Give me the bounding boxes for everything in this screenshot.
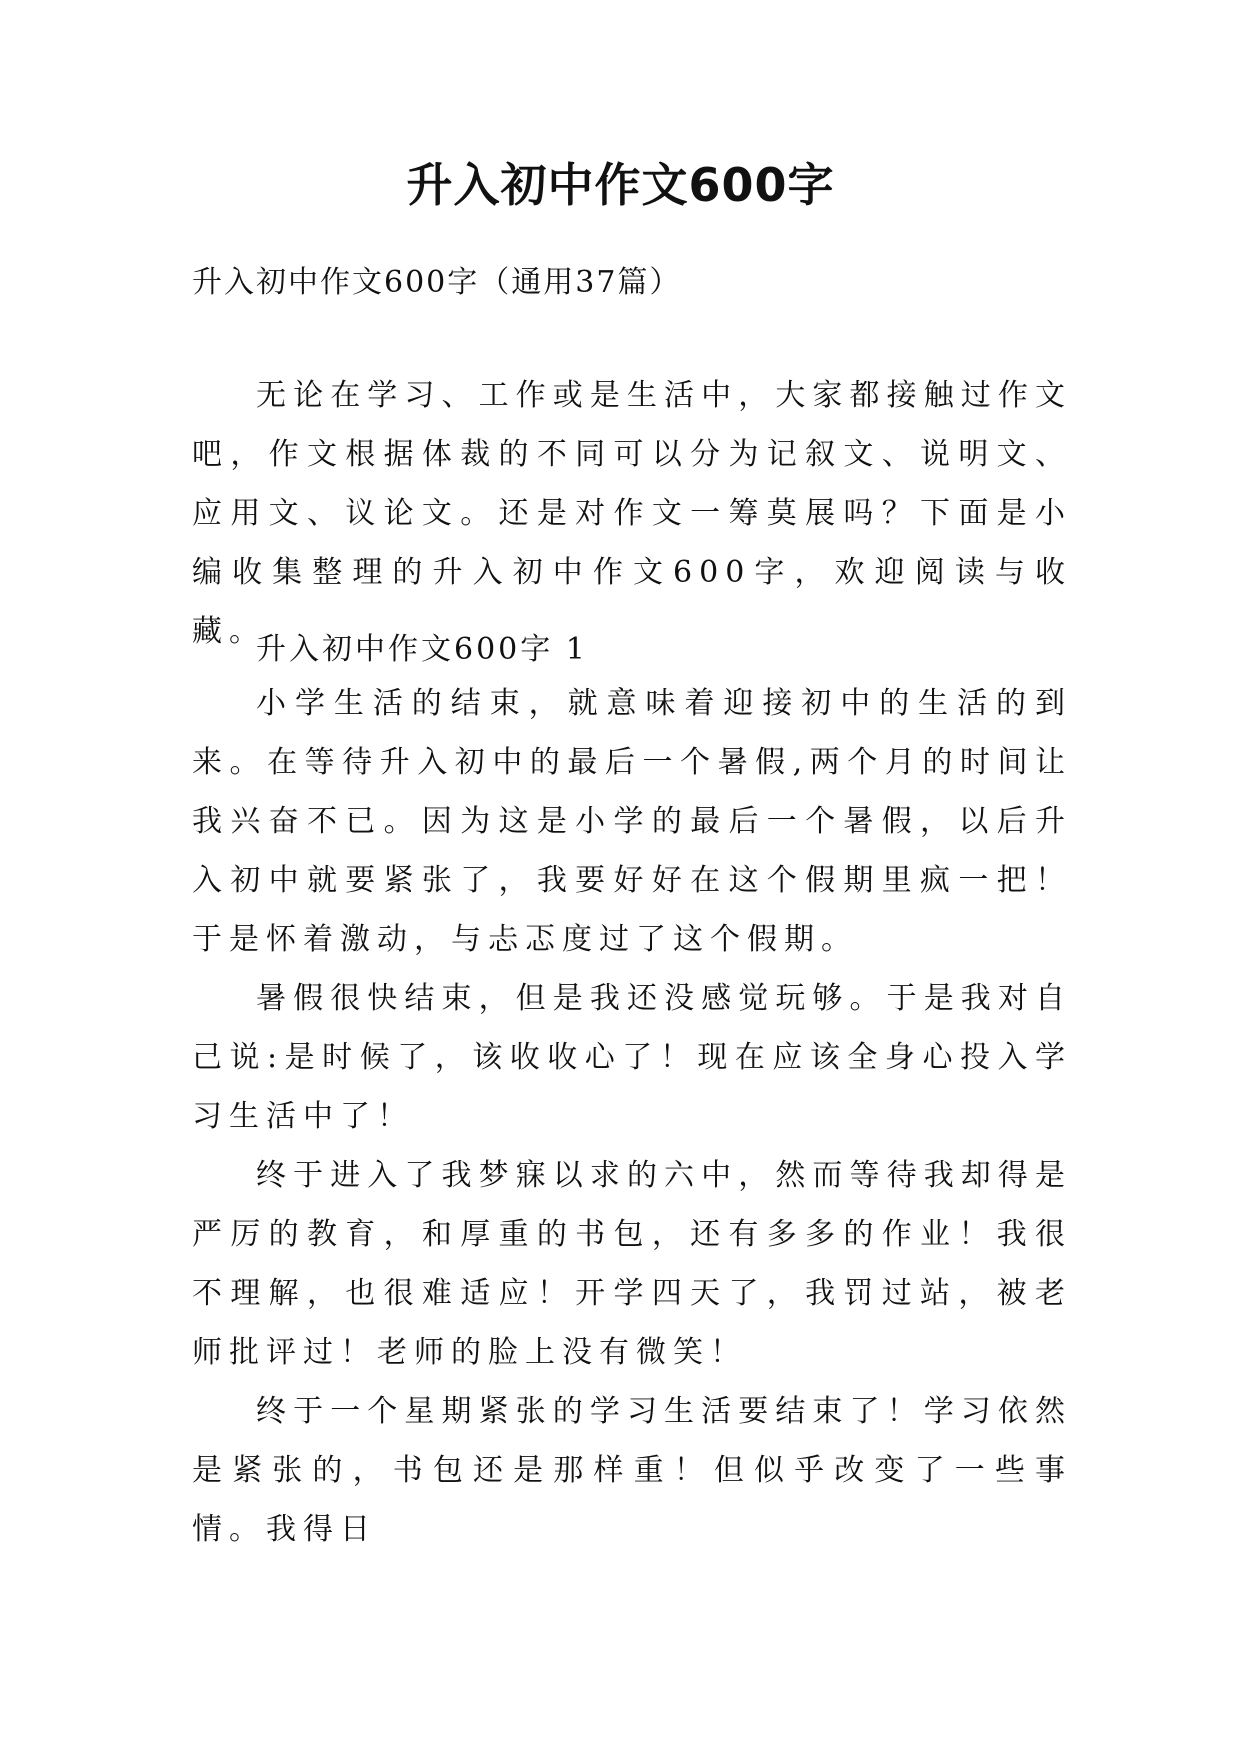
section-heading: 升入初中作文600字 1 [256,632,588,667]
document-subtitle: 升入初中作文600字（通用37篇） [192,265,682,300]
body-paragraph: 终于进入了我梦寐以求的六中，然而等待我却得是严厉的教育，和厚重的书包，还有多多的作业！我很不理解，也很难适应！开学四天了，我罚过站，被老师批评过！老师的脸上没有微笑！ [192,1158,1072,1370]
body-paragraph: 终于一个星期紧张的学习生活要结束了！学习依然是紧张的，书包还是那样重！但似乎改变了一些事情。我得日 [192,1394,1072,1547]
body-paragraph: 暑假很快结束，但是我还没感觉玩够。于是我对自己说:是时候了，该收收心了！现在应该全身心投入学习生活中了！ [192,981,1072,1134]
document-title: 升入初中作文600字 [406,158,835,212]
body-paragraph: 小学生活的结束，就意味着迎接初中的生活的到来。在等待升入初中的最后一个暑假,两个月的时间让我兴奋不已。因为这是小学的最后一个暑假，以后升入初中就要紧张了，我要好好在这个假期里疯一把！于是怀着激动，与忐忑度过了这个假期。 [192,686,1072,957]
intro-paragraph: 无论在学习、工作或是生活中，大家都接触过作文吧，作文根据体裁的不同可以分为记叙文、说明文、应用文、议论文。还是对作文一筹莫展吗？下面是小编收集整理的升入初中作文600字，欢迎阅读与收藏。 [192,378,1072,649]
